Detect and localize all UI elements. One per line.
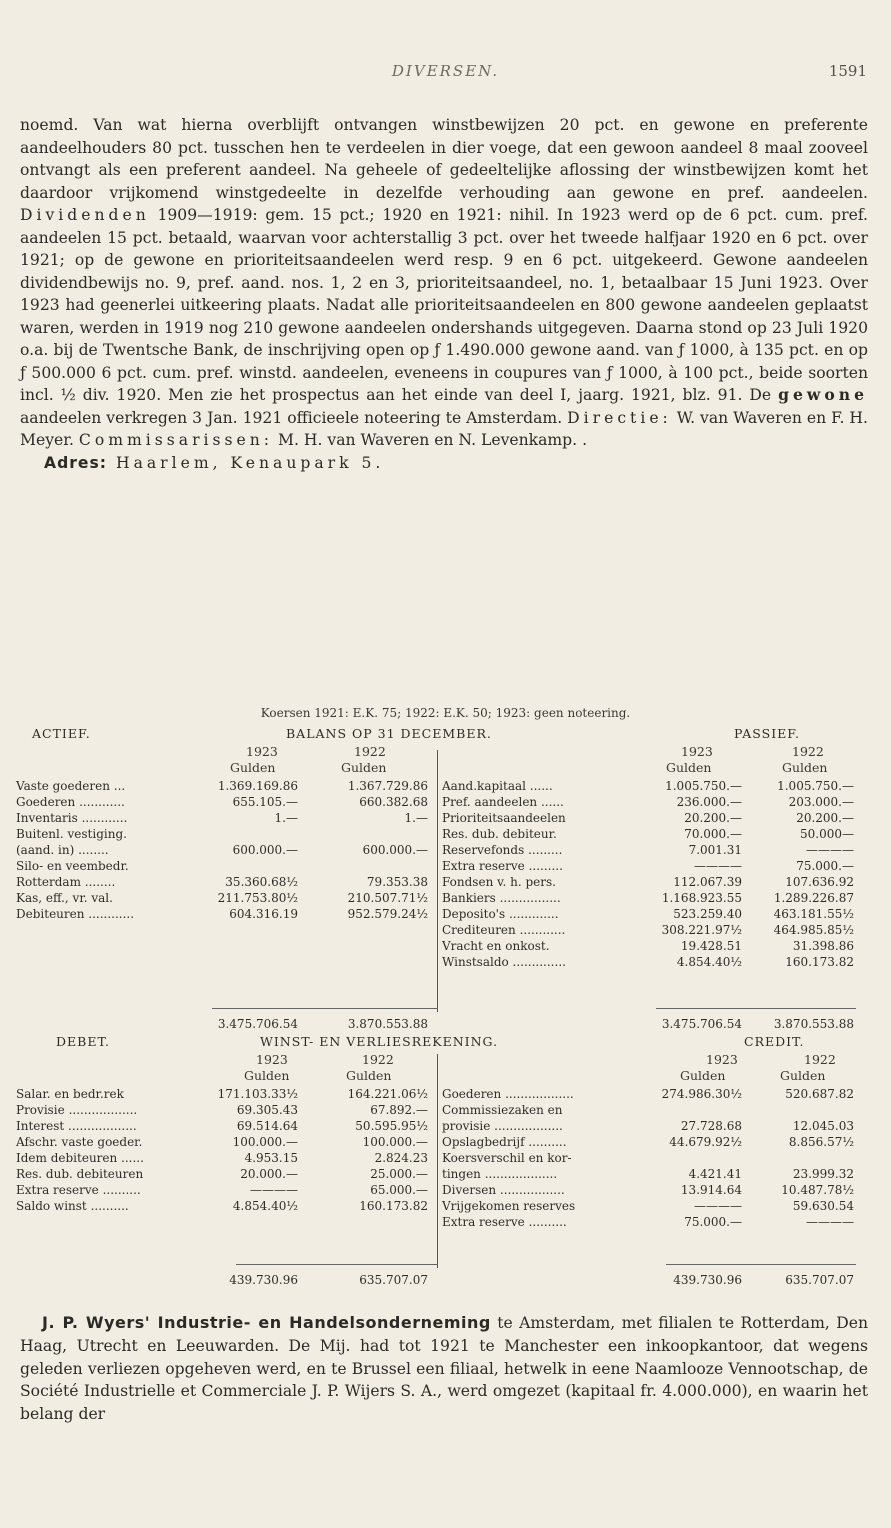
winst-right-title: CREDIT. — [744, 1034, 805, 1049]
winst.left_rows-row-label: Provisie .................. — [16, 1103, 138, 1117]
balans.left_rows-row-label: Buitenl. vestiging. — [16, 827, 127, 841]
balans.right_rows-row-value-1923: 236.000.— — [676, 795, 742, 809]
winst.left_rows-row-label: Idem debiteuren ...... — [16, 1151, 144, 1165]
winst.right_rows-row-label: Vrijgekomen reserves — [442, 1199, 576, 1213]
balans.right_rows-row-value-1922: 160.173.82 — [785, 955, 854, 969]
balans-unit-1-right: Gulden — [666, 760, 712, 775]
balans.right_rows-row-value-1922: 50.000— — [800, 827, 854, 841]
winst.right_rows-row-value-1923: 4.421.41 — [688, 1167, 742, 1181]
winst.right_rows-row-label: Diversen ................. — [442, 1183, 565, 1197]
balans.right_rows-row-value-1923: 308.221.97½ — [661, 923, 742, 937]
balans-right-title: PASSIEF. — [734, 726, 800, 741]
directie-label: Directie: — [567, 408, 672, 427]
winst.right_rows-row — [16, 1198, 871, 1214]
winst.left_rows-row-label: Interest .................. — [16, 1119, 137, 1133]
balans.right_rows-row-value-1922: 1.289.226.87 — [773, 891, 854, 905]
balans.right_rows-row-value-1922: 20.200.— — [796, 811, 854, 825]
balans.right_rows-row-value-1923: 1.005.750.— — [665, 779, 742, 793]
balans.left_rows-row-label: Debiteuren ............ — [16, 907, 135, 921]
balans.right_rows-row-label: Aand.kapitaal ...... — [442, 779, 553, 793]
winst.right_rows-row-value-1923: 27.728.68 — [680, 1119, 742, 1133]
balans-year-2-left: 1922 — [354, 744, 386, 759]
winst-right-rule — [666, 1264, 856, 1265]
adres-label: Adres: — [44, 453, 108, 472]
balans.left_rows-row-label: Silo- en veembedr. — [16, 859, 129, 873]
winst.left_rows-row-label: Extra reserve .......... — [16, 1183, 141, 1197]
commissarissen-label: Commissarissen: — [78, 431, 274, 449]
winst.right_rows-row-label: provisie .................. — [442, 1119, 563, 1133]
winst-year-1-right: 1923 — [706, 1052, 738, 1067]
balans.right_rows-row-value-1923: 7.001.31 — [688, 843, 742, 857]
winst-totals-row — [16, 1272, 871, 1288]
balans.right_rows-row — [16, 858, 871, 874]
balans.left_rows-row-value-1922: 660.382.68 — [359, 795, 428, 809]
balans.right_rows-row-value-1923: 19.428.51 — [680, 939, 742, 953]
winst.left_rows-row-value-1923: 69.514.64 — [236, 1119, 298, 1133]
balans.left_rows-row-label: Kas, eff., vr. val. — [16, 891, 113, 905]
winst.left_rows-row-value-1922: 164.221.06½ — [347, 1087, 428, 1101]
balans-right-total-2: 3.870.553.88 — [773, 1017, 854, 1031]
winst.right_rows-row — [16, 1166, 871, 1182]
balans.right_rows-row — [16, 842, 871, 858]
balans.left_rows-row-value-1923: 655.105.— — [232, 795, 298, 809]
winst.right_rows-row — [16, 1214, 871, 1230]
balans.right_rows-row — [16, 794, 871, 810]
winst-unit-2-right: Gulden — [780, 1068, 826, 1083]
intro-paragraph — [20, 114, 868, 474]
winst.left_rows-row-value-1923: ———— — [250, 1183, 298, 1197]
winst.left_rows-row-value-1923: 20.000.— — [240, 1167, 298, 1181]
winst.right_rows-row-label: Extra reserve .......... — [442, 1215, 567, 1229]
gewone-label: gewone — [778, 385, 868, 404]
balans-left-total-2: 3.870.553.88 — [347, 1017, 428, 1031]
winst-left-total-1: 439.730.96 — [229, 1273, 298, 1287]
balans-table — [16, 726, 871, 1038]
balans.left_rows-row-value-1923: 211.753.80½ — [217, 891, 298, 905]
balans-year-1-left: 1923 — [246, 744, 278, 759]
balans.right_rows-row — [16, 954, 871, 970]
balans.left_rows-row-value-1922: 210.507.71½ — [347, 891, 428, 905]
winst.right_rows-row-value-1923: 13.914.64 — [680, 1183, 742, 1197]
balans.right_rows-row — [16, 874, 871, 890]
balans.right_rows-row — [16, 890, 871, 906]
balans-year-2-right: 1922 — [792, 744, 824, 759]
winst.left_rows-row-value-1922: 67.892.— — [370, 1103, 428, 1117]
intro-text-3: aandeelen verkregen 3 Jan. 1921 officieele noteering te Amsterdam. — [20, 408, 568, 427]
balans-left-total-1: 3.475.706.54 — [217, 1017, 298, 1031]
balans.left_rows-row-value-1922: 79.353.38 — [366, 875, 428, 889]
balans-center-title: BALANS OP 31 DECEMBER. — [286, 726, 492, 741]
balans.left_rows-row-label: Goederen ............ — [16, 795, 125, 809]
winst.right_rows-row-value-1923: ———— — [694, 1199, 742, 1213]
winst-unit-2-left: Gulden — [346, 1068, 392, 1083]
winst.left_rows-row-value-1923: 69.305.43 — [236, 1103, 298, 1117]
winst.right_rows-row — [16, 1118, 871, 1134]
balans.left_rows-row-value-1923: 1.369.169.86 — [217, 779, 298, 793]
balans.right_rows-row-value-1922: 463.181.55½ — [773, 907, 854, 921]
balans.right_rows-row-label: Extra reserve ......... — [442, 859, 563, 873]
balans-unit-2-right: Gulden — [782, 760, 828, 775]
balans.right_rows-row-label: Pref. aandeelen ...... — [442, 795, 564, 809]
balans.right_rows-row-label: Winstsaldo .............. — [442, 955, 566, 969]
winst.right_rows-row-label: tingen ................... — [442, 1167, 558, 1181]
winst-year-2-left: 1922 — [362, 1052, 394, 1067]
balans.right_rows-row-value-1923: ———— — [694, 859, 742, 873]
balans.left_rows-row-label: (aand. in) ........ — [16, 843, 109, 857]
winst-unit-1-left: Gulden — [244, 1068, 290, 1083]
balans.right_rows-row-value-1923: 20.200.— — [684, 811, 742, 825]
balans.left_rows-row-value-1923: 604.316.19 — [229, 907, 298, 921]
balans.right_rows-row-value-1922: ———— — [806, 843, 854, 857]
adres-value: Haarlem, Kenaupark 5. — [107, 453, 385, 472]
winst.right_rows-row-value-1922: 23.999.32 — [792, 1167, 854, 1181]
balans-left-rule — [212, 1008, 438, 1009]
winst.left_rows-row-label: Saldo winst .......... — [16, 1199, 129, 1213]
winst.left_rows-row-value-1923: 171.103.33½ — [217, 1087, 298, 1101]
winst-right-total-1: 439.730.96 — [673, 1273, 742, 1287]
balans.left_rows-row-value-1922: 952.579.24½ — [347, 907, 428, 921]
balans-unit-1-left: Gulden — [230, 760, 276, 775]
balans.right_rows-row-value-1922: 464.985.85½ — [773, 923, 854, 937]
winst.right_rows-row-value-1922: 520.687.82 — [785, 1087, 854, 1101]
company-text: te Amsterdam, met filialen te Rotterdam, Den Haag, Utrecht en Leeuwarden. De Mij. had tot 1921 te Manchester een inkoopkantoor, dat wegens geleden verliezen opgeheven werd, en te Brussel een filiaal, hetwelk in eene Naamlooze Vennootschap, de Société Industrielle et Commerciale J. P. Wijers S. A., werd omgezet (kapitaal fr. 4.000.000), en waarin het belang der — [20, 1314, 869, 1424]
balans.left_rows-row-value-1922: 1.— — [404, 811, 428, 825]
balans.right_rows-row — [16, 810, 871, 826]
intro-text-1: noemd. Van wat hierna overblijft ontvangen winstbewijzen 20 pct. en gewone en preferente aandeelhouders 80 pct. tusschen hen te verdeelen in dier voege, dat een gewoon aandeel 8 maal zooveel ontvangt als een preferent aandeel. Na geheele of gedeeltelijke aflossing der winstbewijzen komt het daardoor vrijkomend winstgedeelte in dezelfde verhouding aan gewone en pref. aandeelen. — [20, 116, 868, 202]
winst.right_rows-row — [16, 1150, 871, 1166]
balans.right_rows-row-label: Fondsen v. h. pers. — [442, 875, 556, 889]
balans.right_rows-row-value-1922: 107.636.92 — [785, 875, 854, 889]
winst-center-title: WINST- EN VERLIESREKENING. — [260, 1034, 499, 1049]
balans.left_rows-row-value-1922: 1.367.729.86 — [347, 779, 428, 793]
intro-text-4: W. van Waveren en F. H. Meyer. — [20, 408, 868, 449]
balans.right_rows-row-value-1923: 1.168.923.55 — [661, 891, 742, 905]
winst.right_rows-row-label: Goederen .................. — [442, 1087, 574, 1101]
winst.left_rows-row-value-1922: 2.824.23 — [374, 1151, 428, 1165]
balans.right_rows-row — [16, 938, 871, 954]
balans.left_rows-row-value-1923: 600.000.— — [232, 843, 298, 857]
balans.left_rows-row-value-1923: 1.— — [274, 811, 298, 825]
dividenden-label: Dividenden — [20, 206, 150, 224]
winst.left_rows-row-value-1922: 25.000.— — [370, 1167, 428, 1181]
winst.left_rows-row-value-1923: 4.854.40½ — [232, 1199, 298, 1213]
balans-year-1-right: 1923 — [681, 744, 713, 759]
balans.right_rows-row-value-1923: 4.854.40½ — [676, 955, 742, 969]
winst-left-rule — [236, 1264, 438, 1265]
balans.right_rows-row-value-1922: 1.005.750.— — [777, 779, 854, 793]
winst.right_rows-row-label: Koersverschil en kor- — [442, 1151, 572, 1165]
balans.right_rows-row-value-1923: 523.259.40 — [673, 907, 742, 921]
balans.right_rows-row-value-1922: 203.000.— — [788, 795, 854, 809]
winst.right_rows-row — [16, 1086, 871, 1102]
winst.left_rows-row-value-1922: 160.173.82 — [359, 1199, 428, 1213]
balans.right_rows-row — [16, 778, 871, 794]
winst.left_rows-row-value-1923: 100.000.— — [232, 1135, 298, 1149]
winst.left_rows-row-label: Afschr. vaste goeder. — [16, 1135, 143, 1149]
balans-right-total-1: 3.475.706.54 — [661, 1017, 742, 1031]
winst-year-2-right: 1922 — [804, 1052, 836, 1067]
winst.right_rows-row-value-1923: 274.986.30½ — [661, 1087, 742, 1101]
balans.left_rows-row-label: Vaste goederen ... — [16, 779, 126, 793]
balans.right_rows-row — [16, 826, 871, 842]
winst.left_rows-row-label: Res. dub. debiteuren — [16, 1167, 144, 1181]
winst-unit-1-right: Gulden — [680, 1068, 726, 1083]
winst.right_rows-row-value-1922: 12.045.03 — [792, 1119, 854, 1133]
winst.right_rows-row-value-1922: 8.856.57½ — [788, 1135, 854, 1149]
balans.left_rows-row-label: Rotterdam ........ — [16, 875, 116, 889]
winst.left_rows-row-value-1923: 4.953.15 — [244, 1151, 298, 1165]
balans.right_rows-row-label: Res. dub. debiteur. — [442, 827, 557, 841]
winst.left_rows-row-value-1922: 100.000.— — [362, 1135, 428, 1149]
winst-right-total-2: 635.707.07 — [785, 1273, 854, 1287]
winst.right_rows-row — [16, 1102, 871, 1118]
balans.left_rows-row-value-1923: 35.360.68½ — [225, 875, 298, 889]
page-number: 1591 — [828, 62, 867, 80]
koersen-line: Koersen 1921: E.K. 75; 1922: E.K. 50; 1923: geen noteering. — [260, 706, 631, 720]
winst.right_rows-row-value-1923: 75.000.— — [684, 1215, 742, 1229]
balans.left_rows-row-value-1922: 600.000.— — [362, 843, 428, 857]
balans-totals-row — [16, 1016, 871, 1032]
balans.right_rows-row-label: Bankiers ................ — [442, 891, 561, 905]
running-title: DIVERSEN. — [391, 62, 500, 80]
balans-right-rule — [656, 1008, 856, 1009]
company-name: J. P. Wyers' Industrie- en Handelsonderneming — [42, 1313, 491, 1332]
intro-text-2: 1909—1919: gem. 15 pct.; 1920 en 1921: nihil. In 1923 werd op de 6 pct. cum. pref. aandeelen 15 pct. betaald, waarvan voor achterstallig 3 pct. over het tweede halfjaar 1920 en 6 pct. over 1921; op de gewone en prioriteitsaandeelen werd resp. 9 en 6 pct. uitgekeerd. Gewone aandeelen dividendbewijs no. 9, pref. aand. nos. 1, 2 en 3, prioriteitsaandeel, no. 1, betaalbaar 15 Juni 1923. Over 1923 had geenerlei uitkeering plaats. Nadat alle prioriteitsaandeelen en 800 gewone aandeelen geplaatst waren, werden in 1919 nog 210 gewone aandeelen ondershands uitgegeven. Daarna stond op 23 Juli 1920 o.a. bij de Twentsche Bank, de inschrijving open op ƒ 1.490.000 gewone aand. van ƒ 1000, à 135 pct. en op ƒ 500.000 6 pct. cum. pref. winstd. aandeelen, eveneens in coupures van ƒ 1000, à 100 pct., beide soorten incl. ½ div. 1920. Men zie het prospectus aan het einde van deel I, jaarg. 1921, blz. 91. De — [20, 206, 868, 404]
balans-left-title: ACTIEF. — [32, 726, 91, 741]
winst.right_rows-row-label: Opslagbedrijf .......... — [442, 1135, 567, 1149]
winst.right_rows-row-label: Commissiezaken en — [442, 1103, 563, 1117]
winst.left_rows-row-label: Salar. en bedr.rek — [16, 1087, 124, 1101]
balans-unit-2-left: Gulden — [341, 760, 387, 775]
balans.right_rows-row — [16, 922, 871, 938]
winst.right_rows-row-value-1922: ———— — [806, 1215, 854, 1229]
winst.left_rows-row-value-1922: 50.595.95½ — [355, 1119, 428, 1133]
winst.left_rows-row-value-1922: 65.000.— — [370, 1183, 428, 1197]
winst.right_rows-row — [16, 1134, 871, 1150]
winst-year-1-left: 1923 — [256, 1052, 288, 1067]
balans.right_rows-row-value-1922: 75.000.— — [796, 859, 854, 873]
balans.right_rows-row-label: Reservefonds ......... — [442, 843, 563, 857]
balans.right_rows-row-value-1922: 31.398.86 — [792, 939, 854, 953]
balans.right_rows-row-label: Deposito's ............. — [442, 907, 559, 921]
winst-table — [16, 1034, 871, 1294]
winst.right_rows-row-value-1923: 44.679.92½ — [669, 1135, 742, 1149]
balans.right_rows-row-label: Crediteuren ............ — [442, 923, 566, 937]
balans.left_rows-row-label: Inventaris ............ — [16, 811, 128, 825]
winst.right_rows-row — [16, 1182, 871, 1198]
winst.right_rows-row-value-1922: 59.630.54 — [792, 1199, 854, 1213]
next-company-paragraph — [20, 1312, 868, 1426]
balans.right_rows-row-label: Vracht en onkost. — [442, 939, 550, 953]
balans.right_rows-row — [16, 906, 871, 922]
winst-left-title: DEBET. — [56, 1034, 110, 1049]
balans.right_rows-row-value-1923: 112.067.39 — [673, 875, 742, 889]
winst.right_rows-row-value-1922: 10.487.78½ — [781, 1183, 854, 1197]
intro-text-5: M. H. van Waveren en N. Levenkamp. . — [273, 431, 588, 449]
winst-left-total-2: 635.707.07 — [359, 1273, 428, 1287]
balans.right_rows-row-label: Prioriteitsaandeelen — [442, 811, 566, 825]
balans.right_rows-row-value-1923: 70.000.— — [684, 827, 742, 841]
